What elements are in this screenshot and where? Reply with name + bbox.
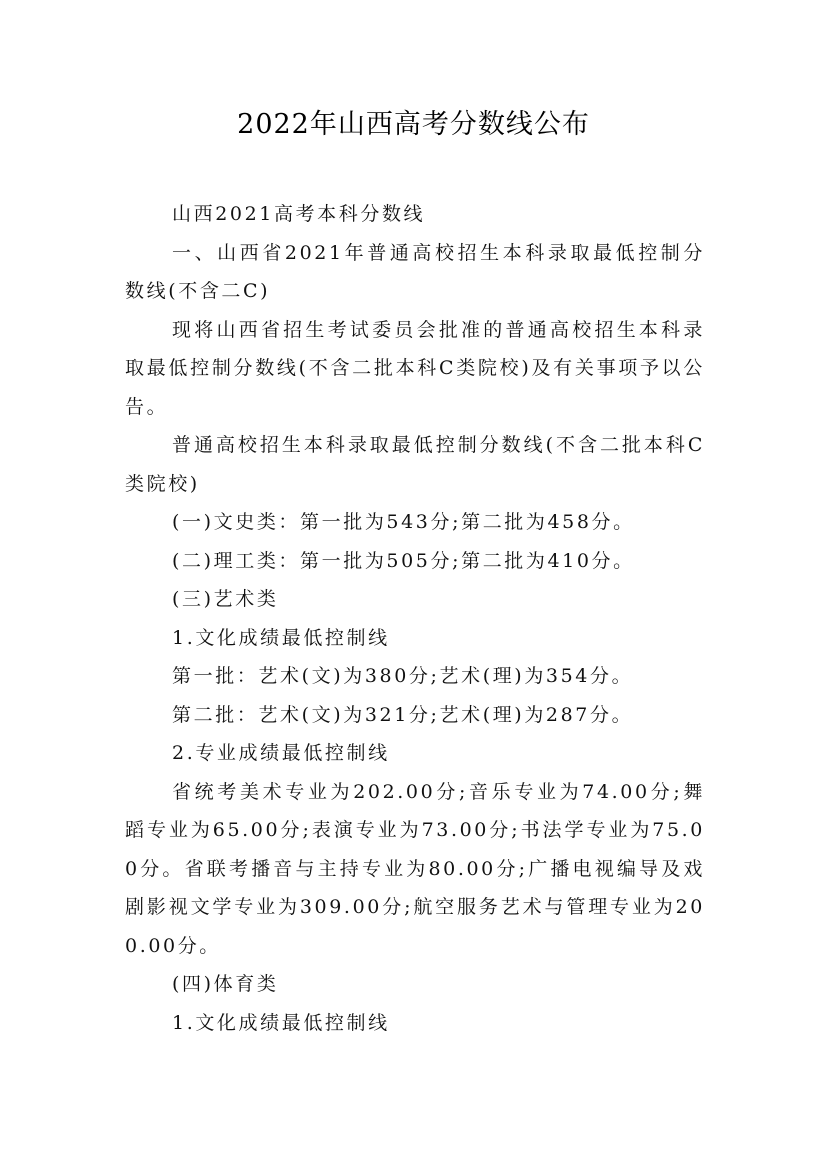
paragraph: 省统考美术专业为202.00分;音乐专业为74.00分;舞蹈专业为65.00分;表演专业为73.00分;书法学专业为75.00分。省联考播音与主持专业为80.00分;广播电视编导及戏剧影视文学专业为309.00分;航空服务艺术与管理专业为200.00分。 xyxy=(125,780,705,957)
paragraph: 普通高校招生本科录取最低控制分数线(不含二批本科C类院校) xyxy=(125,434,705,495)
paragraph: 第一批：艺术(文)为380分;艺术(理)为354分。 xyxy=(172,665,634,687)
document-body xyxy=(125,195,705,1042)
paragraph: 1.文化成绩最低控制线 xyxy=(172,1011,390,1034)
paragraph: (四)体育类 xyxy=(172,973,279,995)
paragraph: (三)艺术类 xyxy=(172,588,279,610)
paragraph: 现将山西省招生考试委员会批准的普通高校招生本科录取最低控制分数线(不含二批本科C类院校)及有关事项予以公告。 xyxy=(125,318,705,418)
document-title: 2022年山西高考分数线公布 xyxy=(237,109,590,140)
paragraph: 1.文化成绩最低控制线 xyxy=(172,626,390,649)
paragraph: 一、山西省2021年普通高校招生本科录取最低控制分数线(不含二C) xyxy=(125,241,705,302)
paragraph: 第二批：艺术(文)为321分;艺术(理)为287分。 xyxy=(172,703,634,726)
paragraph: 2.专业成绩最低控制线 xyxy=(172,742,390,764)
paragraph: (一)文史类：第一批为543分;第二批为458分。 xyxy=(172,511,635,533)
paragraph: 山西2021高考本科分数线 xyxy=(172,203,426,225)
paragraph: (二)理工类：第一批为505分;第二批为410分。 xyxy=(172,549,635,572)
